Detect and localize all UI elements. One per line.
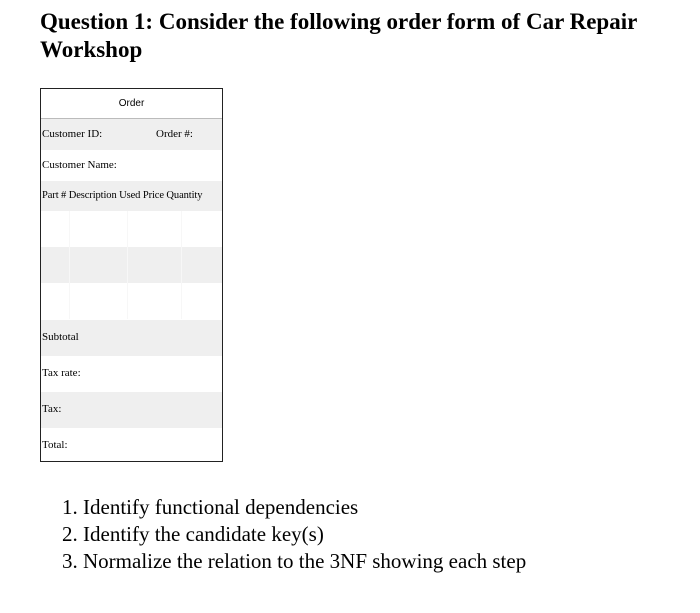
tax-label: Tax: xyxy=(42,403,62,415)
customer-id-label: Customer ID: xyxy=(42,128,103,140)
question-title xyxy=(40,8,680,64)
item-columns-row xyxy=(41,181,222,211)
total-row xyxy=(41,428,222,461)
question-title-line-1: Question 1: Consider the following order form of Car Repair xyxy=(40,9,638,34)
order-form xyxy=(40,88,223,462)
task-item-3: 3. Normalize the relation to the 3NF showing each step xyxy=(62,549,527,573)
total-label: Total: xyxy=(42,439,68,451)
tax-row xyxy=(41,392,222,428)
item-line-2 xyxy=(41,247,222,283)
item-line-3 xyxy=(41,283,222,319)
task-item-1: 1. Identify functional dependencies xyxy=(62,495,359,519)
order-number-label: Order #: xyxy=(156,128,193,140)
customer-name-row xyxy=(41,150,222,180)
subtotal-label: Subtotal xyxy=(42,331,79,343)
task-item-2: 2. Identify the candidate key(s) xyxy=(62,522,324,546)
tax-rate-label: Tax rate: xyxy=(42,367,81,379)
item-columns-label: Part # Description Used Price Quantity xyxy=(42,190,203,201)
form-header: Order xyxy=(41,89,222,119)
task-list xyxy=(62,494,526,575)
customer-name-label: Customer Name: xyxy=(42,159,117,171)
question-title-line-2: Workshop xyxy=(40,37,143,62)
customer-id-row xyxy=(41,119,222,150)
subtotal-row xyxy=(41,320,222,356)
item-line-1 xyxy=(41,211,222,247)
tax-rate-row xyxy=(41,356,222,392)
